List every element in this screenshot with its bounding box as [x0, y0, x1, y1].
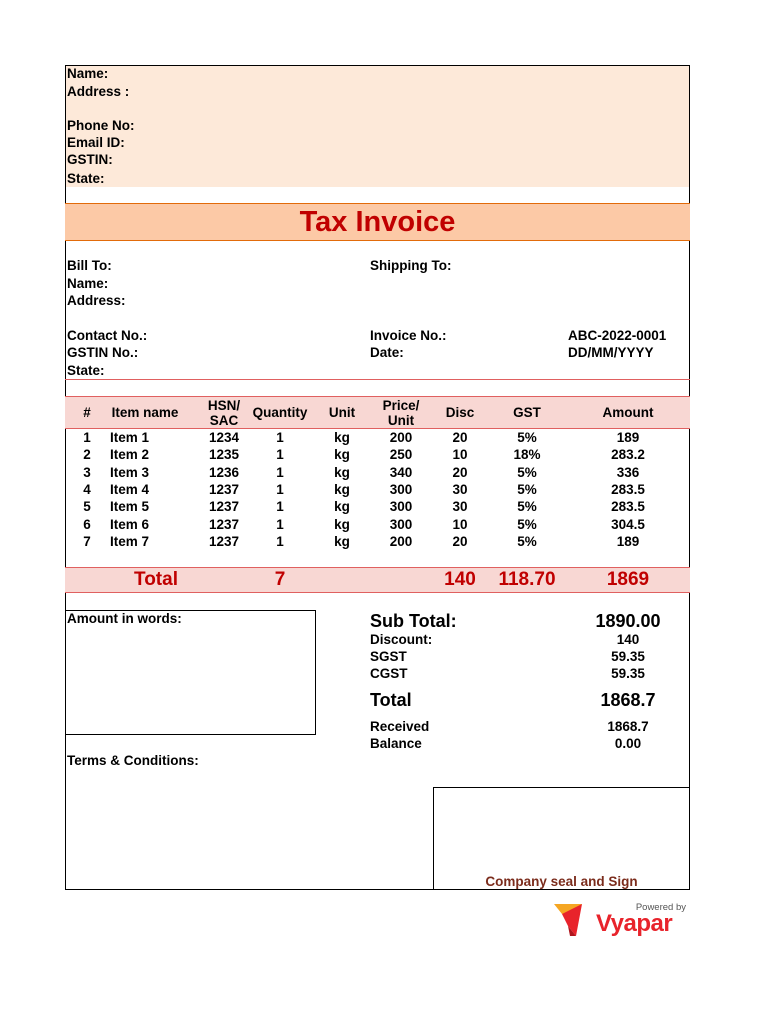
cell-disc: 20 — [452, 430, 468, 445]
cell-qty: 1 — [276, 464, 284, 480]
cell-qty: 1 — [276, 481, 284, 497]
cell-hsn: 1237 — [208, 516, 240, 532]
title-bar — [65, 203, 690, 241]
cell-price: 340 — [389, 464, 413, 480]
cell-hsn: 1236 — [208, 464, 240, 480]
cell-qty: 1 — [276, 516, 284, 532]
cell-hsn: 1235 — [208, 447, 240, 463]
amount-in-words-label: Amount in words: — [67, 611, 182, 626]
col-header-gst: GST — [513, 405, 541, 420]
balance-value: 0.00 — [614, 736, 642, 751]
cell-disc: 30 — [452, 499, 468, 515]
cell-price: 300 — [389, 516, 413, 532]
cell-hsn: 1237 — [208, 499, 240, 515]
bill-contact-label: Contact No.: — [67, 328, 148, 343]
cell-price: 250 — [389, 447, 413, 463]
invoice-no-value: ABC-2022-0001 — [568, 328, 667, 343]
col-header-qty: Quantity — [252, 405, 308, 420]
bill-state-label: State: — [67, 363, 105, 378]
balance-label: Balance — [370, 736, 422, 751]
company-name-label: Name: — [67, 66, 109, 81]
cell-hsn: 1237 — [208, 533, 240, 549]
col-header-price — [370, 398, 432, 428]
col-header-item: Item name — [111, 405, 179, 420]
cell-amount: 189 — [616, 533, 640, 549]
cell-amount: 336 — [616, 464, 640, 480]
terms-label: Terms & Conditions: — [67, 753, 199, 768]
cell-num: 5 — [83, 499, 91, 515]
cell-unit: kg — [334, 447, 350, 463]
shipping-to-label: Shipping To: — [370, 258, 452, 273]
cgst-value: 59.35 — [611, 666, 645, 681]
total-value: 1868.7 — [600, 690, 656, 710]
powered-by-text: Powered by — [635, 902, 686, 913]
col-header-price-line2: Unit — [387, 413, 415, 428]
company-email-label: Email ID: — [67, 135, 125, 150]
cell-num: 1 — [83, 430, 91, 445]
brand-name: Vyapar — [596, 910, 673, 937]
cell-hsn: 1237 — [208, 481, 240, 497]
cell-item: Item 7 — [110, 533, 150, 549]
cell-unit: kg — [334, 516, 350, 532]
totals-gst: 118.70 — [498, 569, 556, 590]
company-gstin-label: GSTIN: — [67, 152, 113, 167]
cell-disc: 30 — [452, 481, 468, 497]
cell-price: 300 — [389, 499, 413, 515]
discount-value: 140 — [616, 632, 640, 647]
subtotal-value: 1890.00 — [595, 611, 661, 631]
cell-disc: 10 — [452, 516, 468, 532]
vyapar-mark-icon — [552, 900, 600, 938]
vyapar-logo — [552, 900, 692, 940]
cell-amount: 283.5 — [611, 499, 645, 515]
cell-gst: 5% — [517, 464, 537, 480]
col-header-amount: Amount — [602, 405, 654, 420]
subtotal-label: Sub Total: — [370, 611, 457, 631]
col-header-hsn-line1: HSN/ — [207, 398, 241, 413]
cell-qty: 1 — [276, 430, 284, 445]
invoice-no-label: Invoice No.: — [370, 328, 447, 343]
totals-amount: 1869 — [606, 569, 650, 590]
cell-price: 300 — [389, 481, 413, 497]
col-header-disc: Disc — [445, 405, 475, 420]
cell-amount: 304.5 — [611, 516, 645, 532]
col-header-num: # — [83, 405, 91, 420]
cell-qty: 1 — [276, 447, 284, 463]
bill-address-label: Address: — [67, 293, 126, 308]
cell-gst: 5% — [517, 481, 537, 497]
cell-num: 2 — [83, 447, 91, 463]
col-header-unit: Unit — [328, 405, 356, 420]
cell-num: 3 — [83, 464, 91, 480]
cell-item: Item 3 — [110, 464, 150, 480]
received-label: Received — [370, 719, 430, 734]
col-header-hsn-line2: SAC — [209, 413, 239, 428]
cell-item: Item 2 — [110, 447, 150, 463]
received-value: 1868.7 — [607, 719, 649, 734]
cell-num: 7 — [83, 533, 91, 549]
cell-hsn: 1234 — [208, 430, 240, 445]
cell-num: 4 — [83, 481, 91, 497]
company-address-label: Address : — [67, 84, 130, 99]
cell-item: Item 4 — [110, 481, 150, 497]
cgst-label: CGST — [370, 666, 408, 681]
invoice-title: Tax Invoice — [299, 206, 456, 238]
totals-label: Total — [134, 569, 178, 590]
cell-qty: 1 — [276, 499, 284, 515]
amount-in-words-box — [65, 610, 316, 735]
cell-amount: 283.2 — [611, 447, 645, 463]
discount-label: Discount: — [370, 632, 433, 647]
totals-disc: 140 — [444, 569, 476, 590]
cell-item: Item 1 — [110, 430, 150, 445]
cell-disc: 10 — [452, 447, 468, 463]
cell-amount: 283.5 — [611, 481, 645, 497]
company-state-label: State: — [67, 171, 105, 186]
col-header-price-line1: Price/ — [382, 398, 420, 413]
bill-gstin-label: GSTIN No.: — [67, 345, 139, 360]
cell-item: Item 5 — [110, 499, 150, 515]
cell-gst: 5% — [517, 499, 537, 515]
sgst-value: 59.35 — [611, 649, 645, 664]
cell-gst: 18% — [513, 447, 541, 463]
bill-name-label: Name: — [67, 276, 109, 291]
cell-gst: 5% — [517, 533, 537, 549]
totals-qty: 7 — [274, 569, 286, 590]
cell-unit: kg — [334, 430, 350, 445]
cell-disc: 20 — [452, 533, 468, 549]
cell-price: 200 — [389, 430, 413, 445]
cell-unit: kg — [334, 533, 350, 549]
date-value: DD/MM/YYYY — [568, 345, 654, 360]
cell-gst: 5% — [517, 430, 537, 445]
cell-unit: kg — [334, 464, 350, 480]
cell-num: 6 — [83, 516, 91, 532]
company-info-section — [66, 66, 689, 187]
cell-price: 200 — [389, 533, 413, 549]
cell-unit: kg — [334, 499, 350, 515]
cell-gst: 5% — [517, 516, 537, 532]
bill-to-label: Bill To: — [67, 258, 112, 273]
cell-amount: 189 — [616, 430, 640, 445]
cell-qty: 1 — [276, 533, 284, 549]
total-label: Total — [370, 690, 412, 710]
cell-item: Item 6 — [110, 516, 150, 532]
seal-label: Company seal and Sign — [485, 874, 638, 889]
sgst-label: SGST — [370, 649, 407, 664]
section-divider — [65, 379, 690, 380]
cell-unit: kg — [334, 481, 350, 497]
date-label: Date: — [370, 345, 404, 360]
cell-disc: 20 — [452, 464, 468, 480]
company-phone-label: Phone No: — [67, 118, 135, 133]
